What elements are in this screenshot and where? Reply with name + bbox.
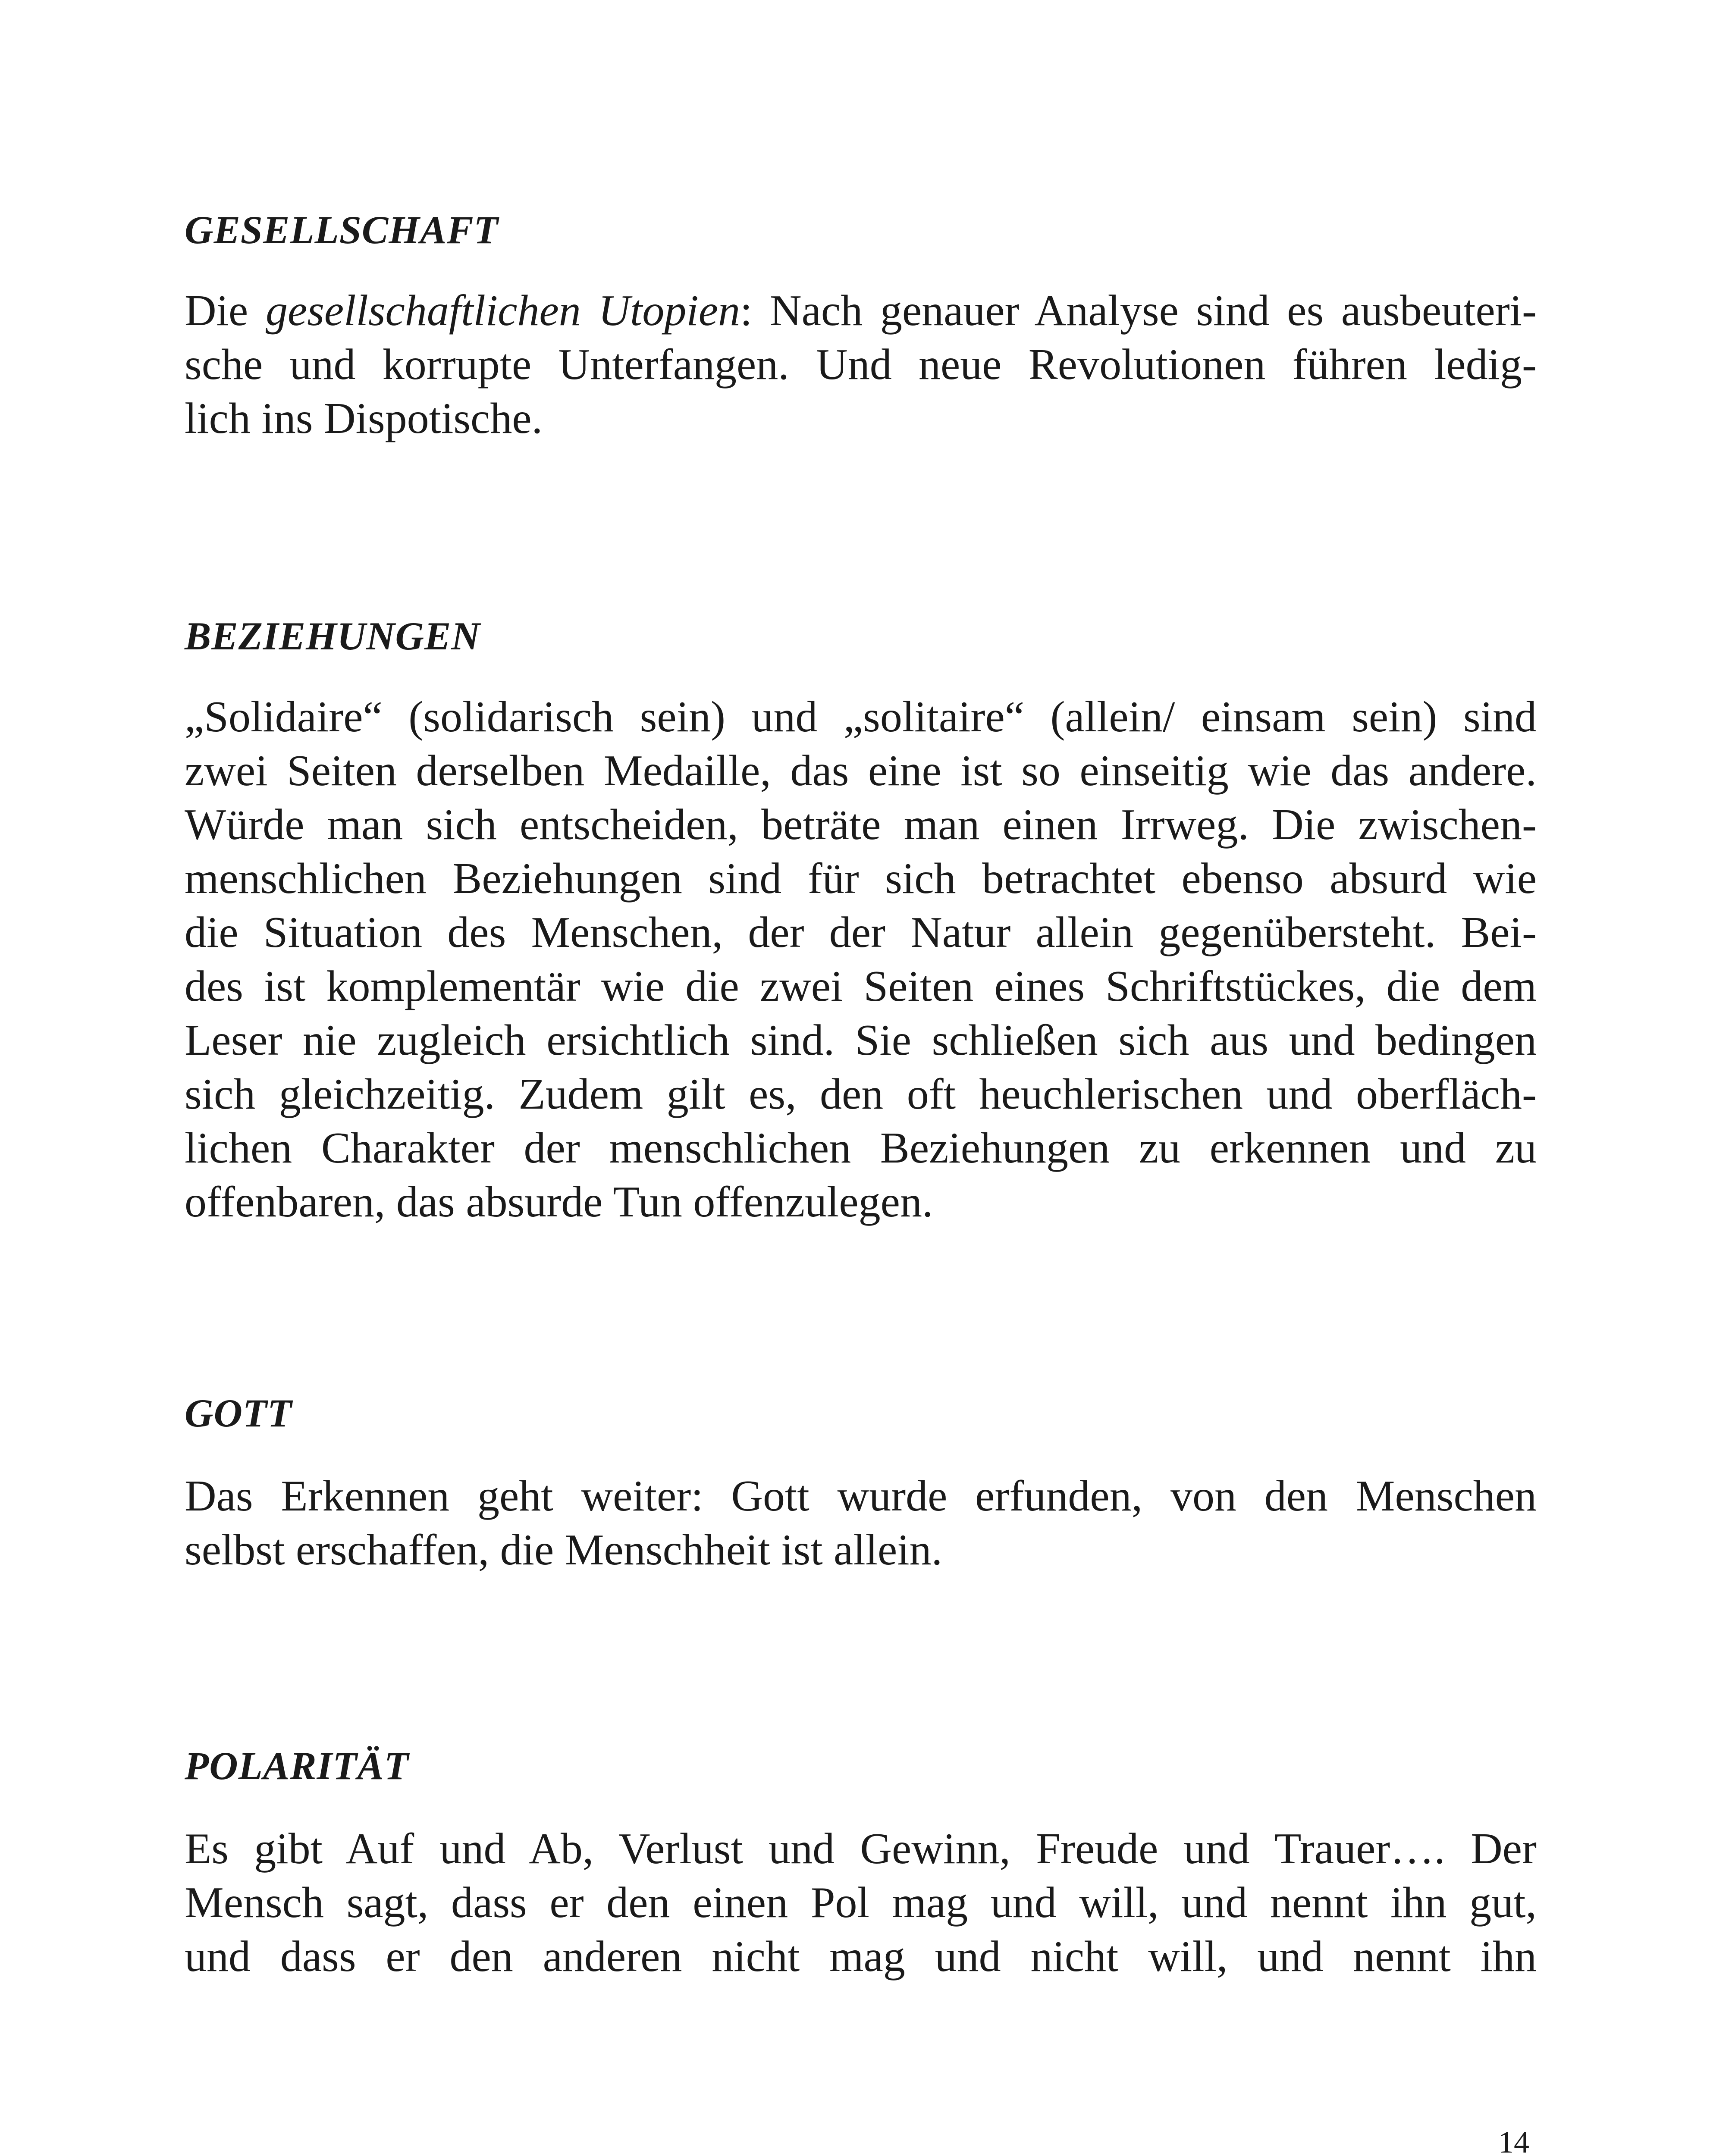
paragraph-line: menschlichen Beziehungen sind für sich betrachtet ebenso absurd wie bbox=[185, 854, 1537, 903]
paragraph-line: zwei Seiten derselben Medaille, das eine ist so einseitig wie das andere. bbox=[185, 746, 1537, 795]
paragraph-line: Das Erkennen geht weiter: Gott wurde erfunden, von den Menschen bbox=[185, 1472, 1537, 1520]
section-polaritaet bbox=[185, 1742, 1537, 1984]
section-paragraph bbox=[185, 1469, 1537, 1577]
paragraph-line: sche und korrupte Unterfangen. Und neue Revolutionen führen ledig- bbox=[185, 340, 1537, 389]
paragraph-line bbox=[185, 284, 1537, 338]
section-paragraph bbox=[185, 284, 1537, 445]
section-gesellschaft bbox=[185, 206, 1537, 445]
paragraph-line: Würde man sich entscheiden, beträte man einen Irrweg. Die zwischen- bbox=[185, 800, 1537, 849]
paragraph-line: lich ins Dispotische. bbox=[185, 394, 543, 443]
paragraph-line: lichen Charakter der menschlichen Beziehungen zu erkennen und zu bbox=[185, 1124, 1537, 1172]
paragraph-text: Die bbox=[185, 286, 266, 335]
section-paragraph bbox=[185, 1822, 1537, 1984]
page-number: 14 bbox=[1498, 2125, 1529, 2156]
paragraph-line: selbst erschaffen, die Menschheit ist allein. bbox=[185, 1526, 943, 1574]
paragraph-line: Leser nie zugleich ersichtlich sind. Sie schließen sich aus und bedingen bbox=[185, 1016, 1537, 1065]
paragraph-line: Mensch sagt, dass er den einen Pol mag und will, und nennt ihn gut, bbox=[185, 1878, 1537, 1927]
paragraph-line: Es gibt Auf und Ab, Verlust und Gewinn, Freude und Trauer…. Der bbox=[185, 1824, 1537, 1873]
paragraph-line: des ist komplementär wie die zwei Seiten eines Schriftstückes, die dem bbox=[185, 962, 1537, 1011]
paragraph-text: : Nach genauer Analyse sind es ausbeuteri- bbox=[740, 286, 1537, 335]
paragraph-line: und dass er den anderen nicht mag und nicht will, und nennt ihn bbox=[185, 1932, 1537, 1981]
section-heading: POLARITÄT bbox=[185, 1744, 409, 1788]
paragraph-line: sich gleichzeitig. Zudem gilt es, den oft heuchlerischen und oberfläch- bbox=[185, 1070, 1537, 1119]
paragraph-line: offenbaren, das absurde Tun offenzulegen. bbox=[185, 1178, 933, 1226]
section-paragraph bbox=[185, 690, 1537, 1229]
section-heading: GOTT bbox=[185, 1391, 292, 1435]
section-beziehungen bbox=[185, 612, 1537, 1229]
section-heading: BEZIEHUNGEN bbox=[185, 614, 480, 658]
section-gott bbox=[185, 1389, 1537, 1577]
emphasized-text: gesellschaftlichen Utopien bbox=[265, 286, 740, 335]
paragraph-line: „Solidaire“ (solidarisch sein) und „solitaire“ (allein/ einsam sein) sind bbox=[185, 693, 1537, 741]
paragraph-line: die Situation des Menschen, der der Natur allein gegenübersteht. Bei- bbox=[185, 908, 1537, 957]
section-heading: GESELLSCHAFT bbox=[185, 208, 499, 252]
